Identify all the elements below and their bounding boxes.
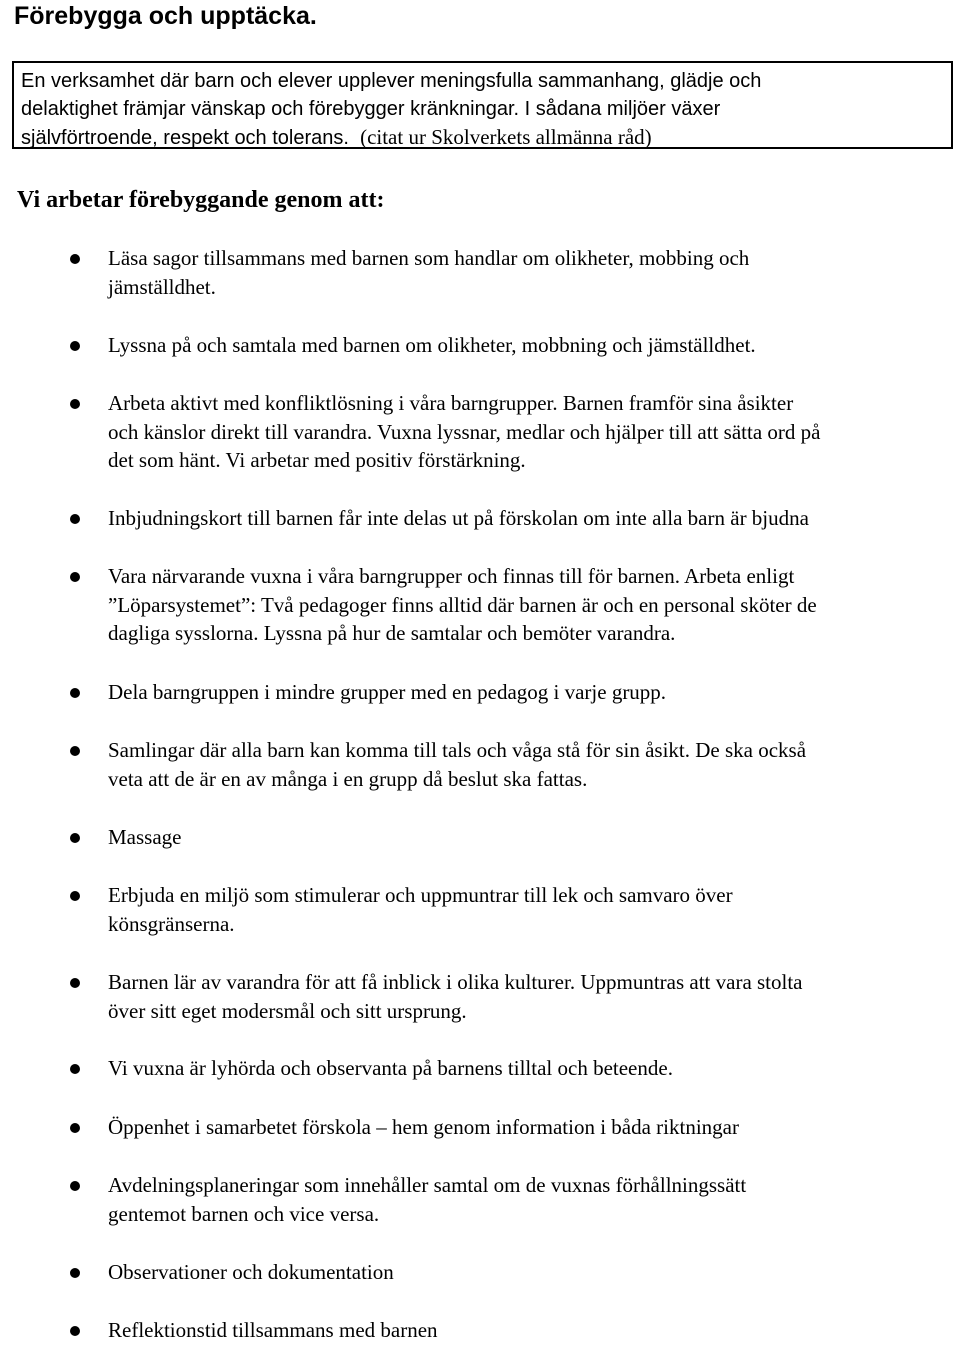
list-item-text — [108, 389, 953, 475]
list-item-line: Dela barngruppen i mindre grupper med en pedagog i varje grupp. — [108, 680, 667, 704]
bullet-dot — [70, 1123, 80, 1133]
bullet-dot — [70, 254, 80, 264]
quote-line: En verksamhet där barn och elever upplever meningsfulla sammanhang, glädje och — [21, 70, 762, 92]
list-item-line: Vara närvarande vuxna i våra barngrupper och finnas till för barnen. Arbeta enligt — [108, 564, 795, 588]
list-item-line: Arbeta aktivt med konfliktlösning i våra barngrupper. Barnen framför sina åsikter — [108, 391, 794, 415]
list-item-line: gentemot barnen och vice versa. — [108, 1201, 380, 1226]
bullet-dot — [70, 688, 80, 698]
quote-line — [21, 123, 943, 152]
list-item-line: könsgränserna. — [108, 911, 235, 936]
bullet-dot — [70, 1181, 80, 1191]
list-item-line: Barnen lär av varandra för att få inblick i olika kulturer. Uppmuntras att vara stolta — [108, 970, 803, 994]
section-heading: Vi arbetar förebyggande genom att: — [17, 187, 385, 213]
list-item-line: Vi vuxna är lyhörda och observanta på barnens tilltal och beteende. — [108, 1056, 673, 1080]
list-item-text — [108, 678, 953, 707]
bullet-dot — [70, 399, 80, 409]
quote-box — [12, 61, 953, 149]
list-item-line: Samlingar där alla barn kan komma till tals och våga stå för sin åsikt. De ska också — [108, 738, 807, 762]
list-item-line: veta att de är en av många i en grupp då beslut ska fattas. — [108, 766, 588, 791]
list-item-text — [108, 823, 953, 852]
list-item-text — [108, 881, 953, 938]
bullet-dot — [70, 341, 80, 351]
list-item-line: över sitt eget modersmål och sitt ursprung. — [108, 998, 467, 1023]
list-item-text — [108, 562, 953, 648]
page-heading: Förebygga och upptäcka. — [14, 2, 317, 30]
bullet-dot — [70, 1326, 80, 1336]
list-item-line: ”Löparsystemet”: Två pedagoger finns alltid där barnen är och en personal sköter de — [108, 592, 817, 617]
list-item-line: Avdelningsplaneringar som innehåller samtal om de vuxnas förhållningssätt — [108, 1173, 747, 1197]
list-item-line: Läsa sagor tillsammans med barnen som handlar om olikheter, mobbing och — [108, 246, 750, 270]
bullet-dot — [70, 891, 80, 901]
list-item-line: och känslor direkt till varandra. Vuxna lyssnar, medlar och hjälper till att sätta ord på — [108, 419, 821, 444]
list-item-line: det som hänt. Vi arbetar med positiv förstärkning. — [108, 448, 526, 472]
list-item-line: jämställdhet. — [108, 274, 216, 299]
bullet-dot — [70, 1064, 80, 1074]
list-item-text — [108, 504, 953, 533]
list-item-text — [108, 1171, 953, 1228]
quote-line-end: självförtroende, respekt och tolerans. — [21, 127, 349, 149]
bullet-dot — [70, 1268, 80, 1278]
quote-line: delaktighet främjar vänskap och förebygger kränkningar. I sådana miljöer växer — [21, 98, 721, 120]
quote-citation: (citat ur Skolverkets allmänna råd) — [360, 125, 652, 149]
list-item-text — [108, 1316, 953, 1345]
list-item-line: Lyssna på och samtala med barnen om olikheter, mobbning och jämställdhet. — [108, 333, 756, 357]
list-item-text — [108, 331, 953, 360]
list-item-line: Massage — [108, 825, 182, 849]
list-item-text — [108, 968, 953, 1025]
list-item-line: Reflektionstid tillsammans med barnen — [108, 1318, 438, 1342]
bullet-dot — [70, 833, 80, 843]
bullet-dot — [70, 978, 80, 988]
list-item-line: Observationer och dokumentation — [108, 1260, 394, 1284]
list-item-line: Erbjuda en miljö som stimulerar och uppmuntrar till lek och samvaro över — [108, 883, 733, 907]
bullet-dot — [70, 514, 80, 524]
list-item-line: dagliga sysslorna. Lyssna på hur de samtalar och bemöter varandra. — [108, 621, 676, 645]
list-item-text — [108, 736, 953, 793]
list-item-line: Inbjudningskort till barnen får inte delas ut på förskolan om inte alla barn är bjudna — [108, 506, 809, 530]
bullet-dot — [70, 746, 80, 756]
bullet-dot — [70, 572, 80, 582]
list-item-text — [108, 1258, 953, 1287]
list-item-text — [108, 1113, 953, 1142]
list-item-text — [108, 244, 953, 301]
list-item-line: Öppenhet i samarbetet förskola – hem genom information i båda riktningar — [108, 1115, 739, 1139]
list-item-text — [108, 1054, 953, 1083]
